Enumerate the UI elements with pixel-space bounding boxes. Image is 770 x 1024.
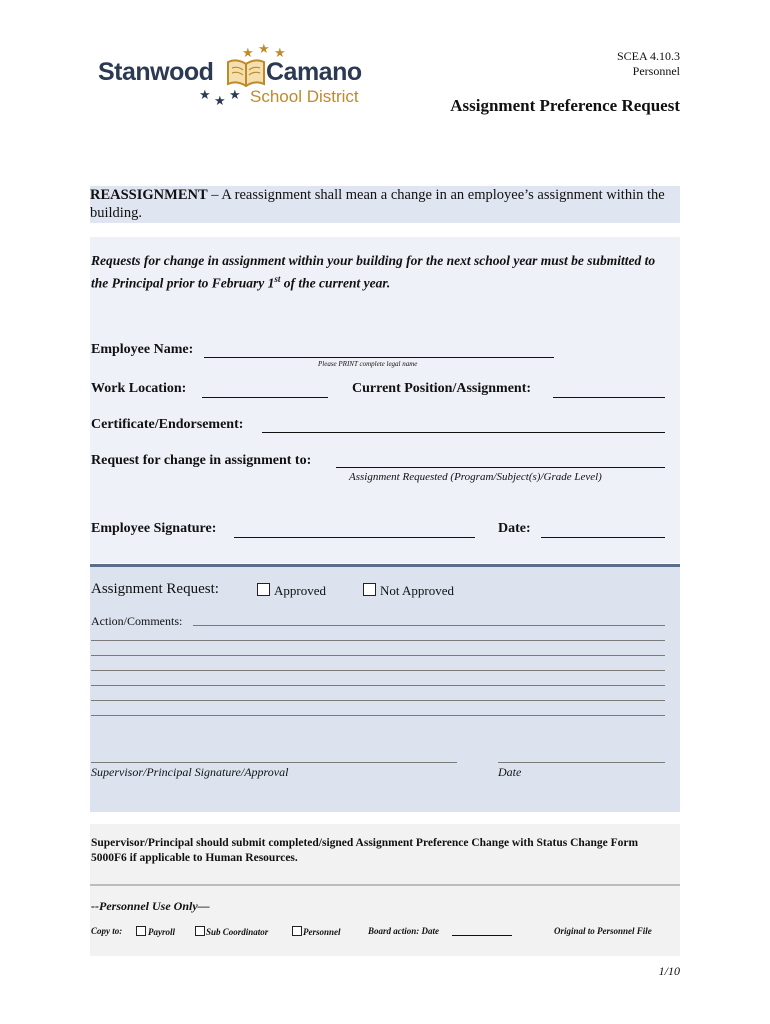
logo-name-right: Camano — [266, 58, 362, 86]
comments-line[interactable] — [91, 700, 665, 701]
open-book-icon — [226, 58, 266, 88]
comments-line[interactable] — [193, 625, 665, 626]
supervisor-signature-field[interactable] — [91, 762, 457, 763]
star-icon: ★ — [229, 87, 241, 102]
board-action-label: Board action: Date — [368, 926, 439, 936]
work-location-label: Work Location: — [91, 381, 187, 396]
submission-notice: Supervisor/Principal should submit completed/signed Assignment Preference Change with Status Change Form 5000F6 if applicable to Human Resources. — [91, 837, 639, 864]
deadline-notice: Requests for change in assignment within your building for the next school year must be submitted to the Principal prior to February 1st of the current year. — [91, 253, 656, 291]
comments-label: Action/Comments: — [91, 614, 183, 628]
personnel-checkbox[interactable] — [292, 926, 302, 936]
certificate-label: Certificate/Endorsement: — [91, 417, 244, 432]
current-position-label: Current Position/Assignment: — [352, 381, 532, 396]
personnel-option[interactable] — [292, 926, 341, 937]
request-change-caption: Assignment Requested (Program/Subject(s)/Grade Level) — [349, 471, 602, 483]
not-approved-option[interactable] — [363, 583, 454, 599]
comments-line[interactable] — [91, 685, 665, 686]
supervisor-date-caption: Date — [498, 765, 522, 779]
payroll-option[interactable] — [136, 926, 175, 937]
comments-line[interactable] — [91, 715, 665, 716]
payroll-checkbox[interactable] — [136, 926, 146, 936]
logo-subtitle: School District — [250, 87, 359, 106]
certificate-field[interactable] — [262, 432, 665, 433]
reassignment-definition: – A reassignment shall mean a change in an employee’s assignment within the building. — [90, 187, 665, 221]
payroll-label: Payroll — [148, 927, 175, 937]
footer-divider — [90, 884, 680, 886]
request-change-field[interactable] — [336, 467, 665, 468]
original-to-file-label: Original to Personnel File — [554, 926, 652, 936]
reassignment-term: REASSIGNMENT — [90, 187, 208, 203]
sub-coordinator-label: Sub Coordinator — [206, 927, 269, 937]
board-action-date-field[interactable] — [452, 935, 512, 936]
assignment-request-label: Assignment Request: — [91, 581, 219, 597]
current-position-field[interactable] — [553, 397, 665, 398]
employee-date-label: Date: — [498, 521, 531, 536]
employee-signature-field[interactable] — [234, 537, 475, 538]
supervisor-signature-caption: Supervisor/Principal Signature/Approval — [91, 765, 289, 779]
not-approved-checkbox[interactable] — [363, 583, 376, 596]
employee-name-label: Employee Name: — [91, 342, 194, 357]
request-change-label: Request for change in assignment to: — [91, 453, 312, 468]
supervisor-date-field[interactable] — [498, 762, 665, 763]
copy-to-label: Copy to: — [91, 926, 123, 936]
approved-option[interactable] — [257, 583, 326, 599]
comments-line[interactable] — [91, 670, 665, 671]
approved-label: Approved — [274, 583, 326, 598]
star-icon: ★ — [242, 45, 254, 60]
work-location-field[interactable] — [202, 397, 328, 398]
form-title: Assignment Preference Request — [450, 96, 680, 115]
sub-coordinator-checkbox[interactable] — [195, 926, 205, 936]
star-icon: ★ — [199, 87, 211, 102]
form-code — [617, 49, 680, 79]
approved-checkbox[interactable] — [257, 583, 270, 596]
policy-code: SCEA 4.10.3 — [616, 49, 680, 63]
personnel-label: Personnel — [303, 927, 341, 937]
not-approved-label: Not Approved — [380, 583, 455, 598]
star-icon: ★ — [274, 45, 286, 60]
employee-name-field[interactable] — [204, 357, 554, 358]
employee-name-hint: Please PRINT complete legal name — [318, 360, 418, 368]
comments-line[interactable] — [91, 640, 665, 641]
personnel-use-heading: --Personnel Use Only— — [91, 899, 210, 913]
comments-line[interactable] — [91, 655, 665, 656]
sub-coordinator-option[interactable] — [195, 926, 268, 937]
star-icon: ★ — [258, 41, 270, 56]
reassignment-definition-box — [90, 186, 680, 223]
page-number: 1/10 — [658, 964, 680, 978]
employee-signature-label: Employee Signature: — [91, 521, 217, 536]
employee-date-field[interactable] — [541, 537, 665, 538]
policy-category: Personnel — [632, 64, 680, 78]
star-icon: ★ — [214, 93, 226, 108]
logo-name-left: Stanwood — [98, 58, 214, 86]
